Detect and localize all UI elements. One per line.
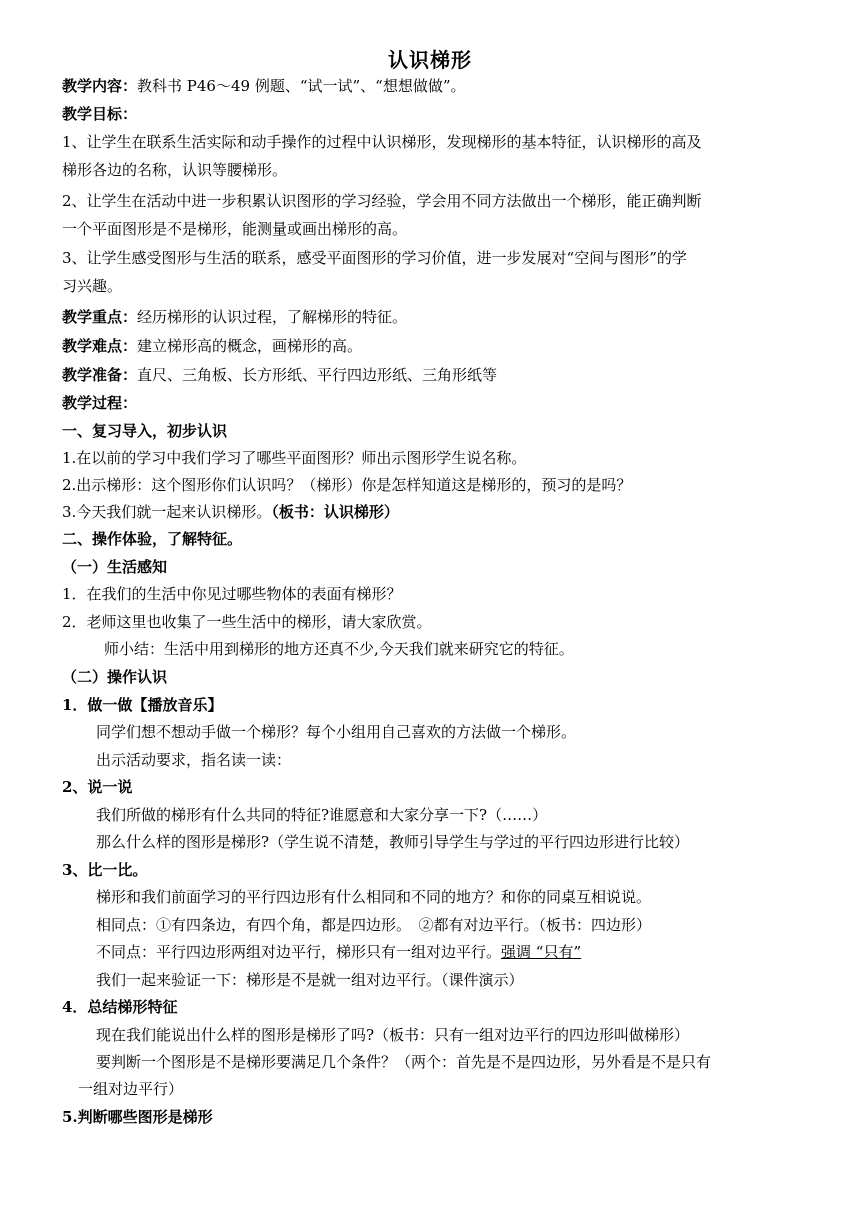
activity-3-line-1: 梯形和我们前面学习的平行四边形有什么相同和不同的地方？和你的同桌互相说说。 (96, 888, 652, 906)
activity-5-heading: 5.判断哪些图形是梯形 (62, 1108, 213, 1126)
content-line (62, 77, 466, 95)
differences-text: 不同点：平行四边形两组对边平行，梯形只有一组对边平行。 (96, 943, 502, 961)
section-2-heading: 二、操作体验，了解特征。 (62, 530, 243, 548)
content-text: 教科书 P46～49 例题、“试一试”、“想想做做”。 (137, 77, 466, 95)
difficulty-label: 教学难点： (62, 337, 138, 355)
activity-4-heading: 4．总结梯形特征 (62, 998, 178, 1016)
content-label: 教学内容： (62, 77, 138, 95)
activity-1-line-2: 出示活动要求，指名读一读： (96, 751, 292, 769)
activity-4-line-1: 现在我们能说出什么样的图形是梯形了吗?（板书：只有一组对边平行的四边形叫做梯形） (96, 1026, 690, 1044)
activity-4-line-3: 一组对边平行） (78, 1080, 184, 1098)
section-1-item-2: 2.出示梯形：这个图形你们认识吗？（梯形）你是怎样知道这是梯形的，预习的是吗？ (62, 476, 632, 494)
activity-2-line-1: 我们所做的梯形有什么共同的特征?谁愿意和大家分享一下?（……） (96, 806, 548, 824)
section-1-item-3 (62, 503, 399, 521)
key-points-label: 教学重点： (62, 308, 138, 326)
activity-1-heading: 1．做一做【播放音乐】 (62, 696, 223, 714)
goal3-line1: 3、让学生感受图形与生活的联系，感受平面图形的学习价值，进一步发展对“空间与图形”的学 (62, 249, 687, 267)
activity-2-heading: 2、说一说 (62, 778, 133, 796)
key-points-line (62, 308, 407, 326)
difficulty-line (62, 337, 362, 355)
subsection-1-item-1: 1．在我们的生活中你见过哪些物体的表面有梯形？ (62, 585, 402, 603)
goal2-line1: 2、让学生在活动中进一步积累认识图形的学习经验，学会用不同方法做出一个梯形，能正确判断 (62, 192, 702, 210)
process-label: 教学过程： (62, 394, 138, 412)
activity-2-line-2: 那么什么样的图形是梯形?（学生说不清楚，教师引导学生与学过的平行四边形进行比较） (96, 833, 690, 851)
teacher-summary: 师小结：生活中用到梯形的地方还真不少,今天我们就来研究它的特征。 (104, 640, 574, 658)
activity-3-line-3 (96, 943, 581, 961)
activity-4-line-2: 要判断一个图形是不是梯形要满足几个条件？（两个：首先是不是四边形，另外看是不是只有 (96, 1053, 712, 1071)
emphasis-only: 强调 “只有” (501, 943, 582, 961)
key-points-text: 经历梯形的认识过程，了解梯形的特征。 (137, 308, 408, 326)
activity-3-line-4: 我们一起来验证一下：梯形是不是就一组对边平行。（课件演示） (96, 971, 524, 989)
difficulty-text: 建立梯形高的概念，画梯形的高。 (137, 337, 363, 355)
preparation-label: 教学准备： (62, 366, 138, 384)
subsection-1-item-2: 2．老师这里也收集了一些生活中的梯形，请大家欣赏。 (62, 613, 432, 631)
activity-3-line-2: 相同点：①有四条边，有四个角，都是四边形。 ②都有对边平行。（板书：四边形） (96, 916, 652, 934)
board-note-title: （板书：认识梯形） (271, 503, 399, 521)
activity-3-heading: 3、比一比。 (62, 861, 148, 879)
goal1-line1: 1、让学生在联系生活实际和动手操作的过程中认识梯形，发现梯形的基本特征，认识梯形的高及 (62, 133, 702, 151)
section-1-heading: 一、复习导入，初步认识 (62, 422, 228, 440)
subsection-2-heading: （二）操作认识 (62, 668, 168, 686)
preparation-text: 直尺、三角板、长方形纸、平行四边形纸、三角形纸等 (137, 366, 498, 384)
goal3-line2: 习兴趣。 (62, 277, 123, 295)
doc-title: 认识梯形 (388, 48, 472, 72)
goal2-line2: 一个平面图形是不是梯形，能测量或画出梯形的高。 (62, 220, 408, 238)
subsection-1-heading: （一）生活感知 (62, 558, 168, 576)
section-1-item-3-text: 3.今天我们就一起来认识梯形。 (62, 503, 272, 521)
goal1-line2: 梯形各边的名称，认识等腰梯形。 (62, 161, 288, 179)
activity-1-line-1: 同学们想不想动手做一个梯形？每个小组用自己喜欢的方法做一个梯形。 (96, 723, 577, 741)
section-1-item-1: 1.在以前的学习中我们学习了哪些平面图形？师出示图形学生说名称。 (62, 449, 527, 467)
preparation-line (62, 366, 497, 384)
goals-label: 教学目标： (62, 105, 138, 123)
